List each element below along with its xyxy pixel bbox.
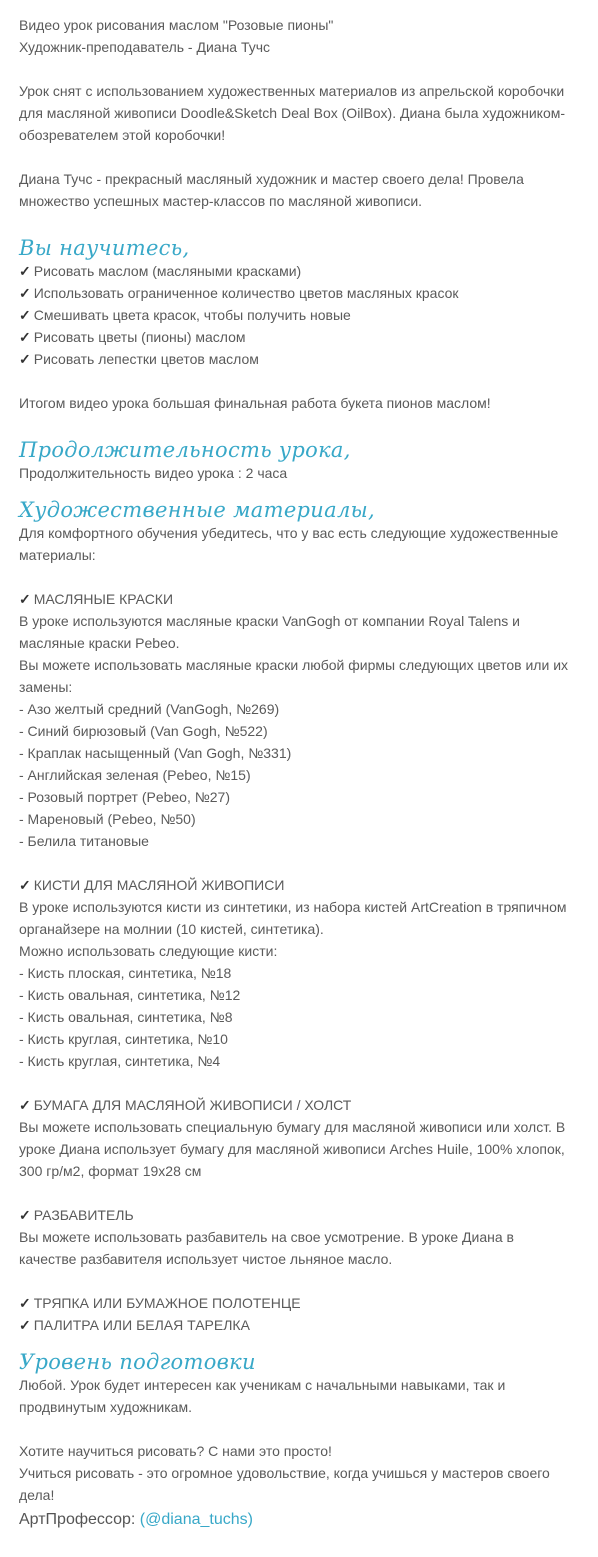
materials-heading: Художественные материалы,: [19, 498, 375, 522]
paper-title-label: БУМАГА ДЛЯ МАСЛЯНОЙ ЖИВОПИСИ / ХОЛСТ: [33, 1097, 352, 1113]
level-line: дела!: [19, 1487, 55, 1503]
paints-line: Вы можете использовать масляные краски любой фирмы следующих цветов или их: [19, 657, 569, 673]
level-heading: Уровень подготовки: [19, 1350, 256, 1374]
intro-text-line: множество успешных мастер-классов по масляной живописи.: [19, 193, 423, 209]
checkmark-icon: ✓: [19, 1097, 31, 1113]
intro-text-line: Диана Тучс - прекрасный масляный художник и мастер своего дела! Провела: [19, 171, 524, 187]
brushes-line: Можно использовать следующие кисти:: [19, 943, 278, 959]
palette-item-label: ПАЛИТРА ИЛИ БЕЛАЯ ТАРЕЛКА: [33, 1317, 250, 1333]
rag-item-label: ТРЯПКА ИЛИ БУМАЖНОЕ ПОЛОТЕНЦЕ: [33, 1295, 301, 1311]
duration-heading: Продолжительность урока,: [19, 438, 351, 462]
brush-item: - Кисть круглая, синтетика, №4: [19, 1053, 221, 1069]
spacer: [19, 1270, 584, 1292]
checkmark-icon: ✓: [19, 351, 31, 367]
spacer: [19, 370, 584, 392]
brush-item: - Кисть овальная, синтетика, №12: [19, 987, 241, 1003]
paints-line: замены:: [19, 679, 73, 695]
paper-title: [19, 1094, 584, 1116]
paper-line: Вы можете использовать специальную бумагу для масляной живописи или холст. В: [19, 1119, 566, 1135]
paints-title: [19, 588, 584, 610]
materials-intro-line: Для комфортного обучения убедитесь, что у вас есть следующие художественные: [19, 525, 559, 541]
level-line: Хотите научиться рисовать? С нами это просто!: [19, 1443, 332, 1459]
thinner-line: Вы можете использовать разбавитель на свое усмотрение. В уроке Диана в: [19, 1229, 514, 1245]
brush-item: - Кисть плоская, синтетика, №18: [19, 965, 232, 981]
learn-item: [19, 260, 584, 282]
signature-label: АртПрофессор:: [19, 1511, 140, 1528]
learn-item: [19, 282, 584, 304]
learn-item-label: Смешивать цвета красок, чтобы получить новые: [33, 307, 351, 323]
spacer: [19, 566, 584, 588]
instagram-handle-link[interactable]: (@diana_tuchs): [139, 1511, 253, 1528]
spacer: [19, 1072, 584, 1094]
intro-text-line: Урок снят с использованием художественных материалов из апрельской коробочки: [19, 83, 565, 99]
thinner-title-label: РАЗБАВИТЕЛЬ: [33, 1207, 134, 1223]
spacer: [19, 1418, 584, 1440]
lesson-title: Видео урок рисования маслом "Розовые пионы": [19, 17, 334, 33]
thinner-line: качестве разбавителя использует чистое льняное масло.: [19, 1251, 393, 1267]
paper-line: уроке Диана использует бумагу для масляной живописи Arches Huile, 100% хлопок,: [19, 1141, 565, 1157]
checkmark-icon: ✓: [19, 285, 31, 301]
brushes-title: [19, 874, 584, 896]
learn-item: [19, 304, 584, 326]
brushes-line: В уроке используются кисти из синтетики, из набора кистей ArtCreation в тряпичном: [19, 899, 567, 915]
learn-heading: Вы научитесь,: [19, 236, 190, 260]
spacer: [19, 58, 584, 80]
paint-color-item: - Синий бирюзовый (Van Gogh, №522): [19, 723, 268, 739]
checkmark-icon: ✓: [19, 877, 31, 893]
checkmark-icon: ✓: [19, 1317, 31, 1333]
spacer: [19, 852, 584, 874]
duration-text: Продолжительность видео урока : 2 часа: [19, 465, 288, 481]
palette-item: [19, 1314, 584, 1336]
paints-title-label: МАСЛЯНЫЕ КРАСКИ: [33, 591, 174, 607]
spacer: [19, 146, 584, 168]
checkmark-icon: ✓: [19, 1295, 31, 1311]
level-line: продвинутым художникам.: [19, 1399, 192, 1415]
paint-color-item: - Мареновый (Pebeo, №50): [19, 811, 196, 827]
checkmark-icon: ✓: [19, 329, 31, 345]
spacer: [19, 414, 584, 436]
checkmark-icon: ✓: [19, 263, 31, 279]
materials-intro-line: материалы:: [19, 547, 96, 563]
learn-summary: Итогом видео урока большая финальная работа букета пионов маслом!: [19, 395, 491, 411]
brushes-title-label: КИСТИ ДЛЯ МАСЛЯНОЙ ЖИВОПИСИ: [33, 877, 285, 893]
paint-color-item: - Розовый портрет (Pebeo, №27): [19, 789, 231, 805]
brush-item: - Кисть овальная, синтетика, №8: [19, 1009, 233, 1025]
checkmark-icon: ✓: [19, 1207, 31, 1223]
spacer: [19, 212, 584, 234]
brush-item: - Кисть круглая, синтетика, №10: [19, 1031, 228, 1047]
learn-item-label: Рисовать маслом (масляными красками): [33, 263, 302, 279]
paints-line: В уроке используются масляные краски VanGogh от компании Royal Talens и: [19, 613, 521, 629]
paint-color-item: - Азо желтый средний (VanGogh, №269): [19, 701, 280, 717]
learn-item-label: Использовать ограниченное количество цветов масляных красок: [33, 285, 459, 301]
paints-line: масляные краски Pebeo.: [19, 635, 180, 651]
learn-item: [19, 348, 584, 370]
checkmark-icon: ✓: [19, 591, 31, 607]
paint-color-item: - Английская зеленая (Pebeo, №15): [19, 767, 251, 783]
checkmark-icon: ✓: [19, 307, 31, 323]
paint-color-item: - Белила титановые: [19, 833, 149, 849]
teacher-line: Художник-преподаватель - Диана Тучс: [19, 39, 271, 55]
learn-item: [19, 326, 584, 348]
intro-text-line: обозревателем этой коробочки!: [19, 127, 226, 143]
spacer: [19, 1182, 584, 1204]
intro-text-line: для масляной живописи Doodle&Sketch Deal Box (OilBox). Диана была художником-: [19, 105, 566, 121]
thinner-title: [19, 1204, 584, 1226]
learn-item-label: Рисовать лепестки цветов маслом: [33, 351, 259, 367]
signature: [19, 1508, 584, 1532]
rag-item: [19, 1292, 584, 1314]
level-line: Учиться рисовать - это огромное удовольствие, когда учишься у мастеров своего: [19, 1465, 550, 1481]
learn-item-label: Рисовать цветы (пионы) маслом: [33, 329, 246, 345]
level-line: Любой. Урок будет интересен как ученикам с начальными навыками, так и: [19, 1377, 506, 1393]
brushes-line: органайзере на молнии (10 кистей, синтетика).: [19, 921, 324, 937]
paint-color-item: - Краплак насыщенный (Van Gogh, №331): [19, 745, 292, 761]
paper-line: 300 гр/м2, формат 19х28 см: [19, 1163, 202, 1179]
